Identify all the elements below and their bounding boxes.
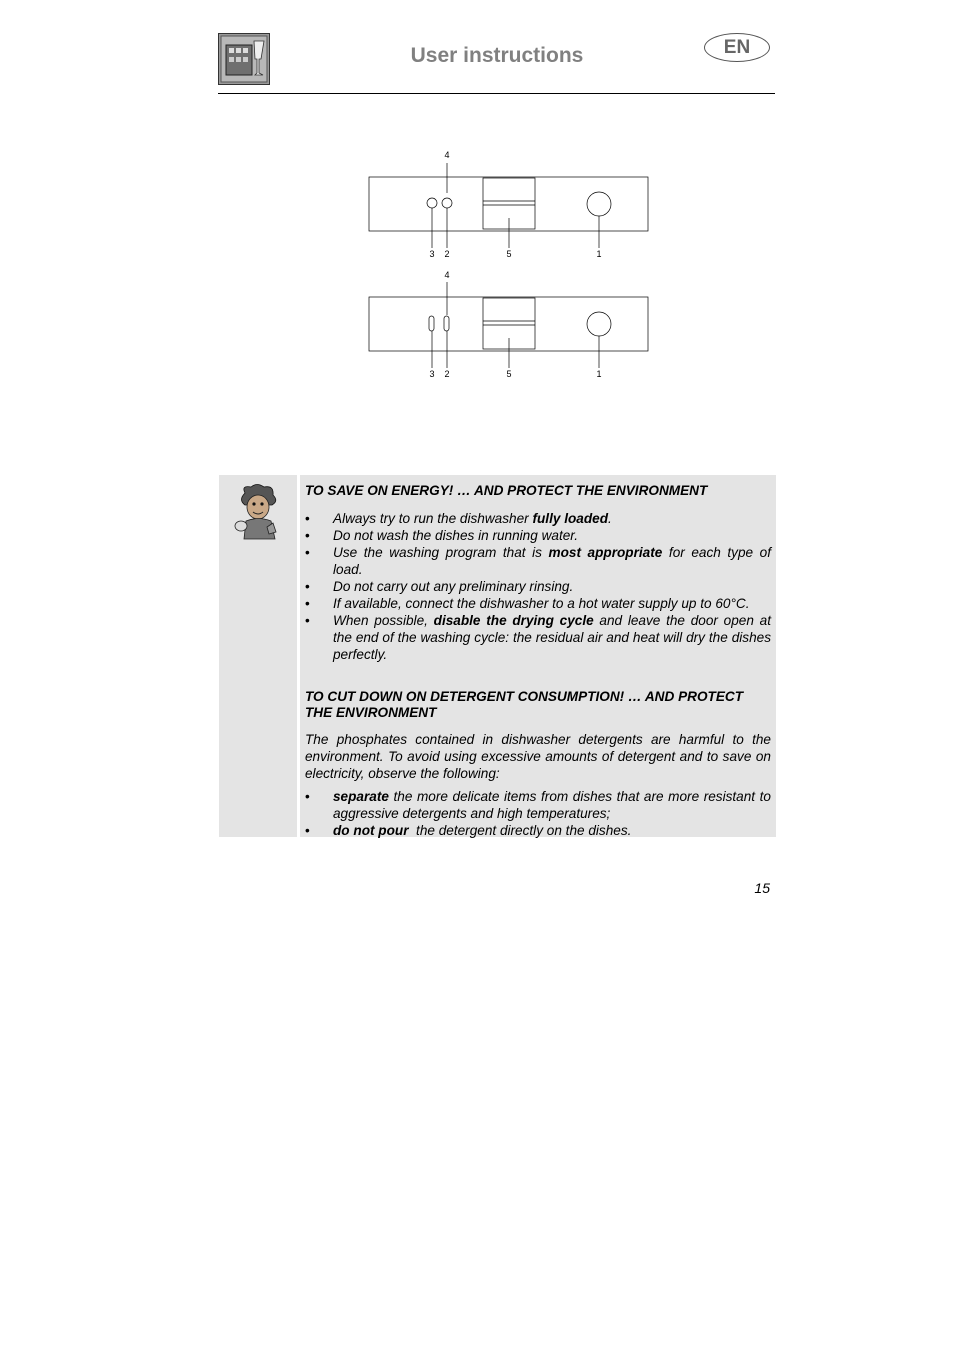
- page-number: 15: [754, 880, 770, 896]
- callout-bottom-3: 3: [429, 369, 435, 379]
- panel-top-light-2: [442, 198, 452, 208]
- callout-bottom-4: 4: [444, 270, 450, 280]
- panel-top-light-3: [427, 198, 437, 208]
- tip-icon-column: [219, 475, 300, 837]
- callout-bottom-2: 2: [444, 369, 450, 379]
- manual-logo-icon: [218, 33, 270, 85]
- panel-top-frame: [369, 177, 648, 231]
- callout-bottom-5: 5: [506, 369, 512, 379]
- list-item: • do not pour the detergent directly on the dishes.: [305, 822, 771, 839]
- callout-top-2: 2: [444, 249, 450, 259]
- panel-bottom-frame: [369, 297, 648, 351]
- language-badge: EN: [704, 33, 770, 62]
- callout-top-5: 5: [506, 249, 512, 259]
- control-panel-diagram: [360, 145, 660, 385]
- list-item: • When possible, disable the drying cycle and leave the door open at the end of the washing cycle: the residual air and heat will dry the dishes perfectly.: [305, 612, 771, 663]
- detergent-list: [305, 788, 771, 839]
- mascot-icon: [231, 483, 285, 541]
- callout-top-4: 4: [444, 150, 450, 160]
- panel-bottom-light-3: [429, 316, 434, 331]
- callout-top-3: 3: [429, 249, 435, 259]
- callout-top-1: 1: [596, 249, 602, 259]
- panel-top-knob-1: [587, 192, 611, 216]
- energy-heading: TO SAVE ON ENERGY! … AND PROTECT THE ENVIRONMENT: [305, 483, 708, 498]
- list-item: • separate the more delicate items from dishes that are more resistant to aggressive detergents and high temperatures;: [305, 788, 771, 822]
- list-item: • Always try to run the dishwasher fully loaded.: [305, 510, 771, 527]
- detergent-heading: TO CUT DOWN ON DETERGENT CONSUMPTION! … AND PROTECT THE ENVIRONMENT: [305, 689, 744, 720]
- list-item: • Use the washing program that is most appropriate for each type of load.: [305, 544, 771, 578]
- energy-list: [305, 510, 771, 663]
- header-rule: [218, 93, 775, 94]
- list-item: • Do not carry out any preliminary rinsing.: [305, 578, 771, 595]
- list-item: • Do not wash the dishes in running water.: [305, 527, 771, 544]
- callout-bottom-1: 1: [596, 369, 602, 379]
- environment-tips-box: [219, 475, 776, 837]
- panel-bottom-light-2: [444, 316, 449, 331]
- panel-bottom-knob-1: [587, 312, 611, 336]
- page-title: User instructions: [410, 44, 584, 67]
- detergent-intro: The phosphates contained in dishwasher detergents are harmful to the environment. To avoid using excessive amounts of detergent and to save on electricity, observe the following:: [305, 732, 771, 781]
- list-item: • If available, connect the dishwasher to a hot water supply up to 60°C.: [305, 595, 771, 612]
- tips-text: [305, 483, 771, 839]
